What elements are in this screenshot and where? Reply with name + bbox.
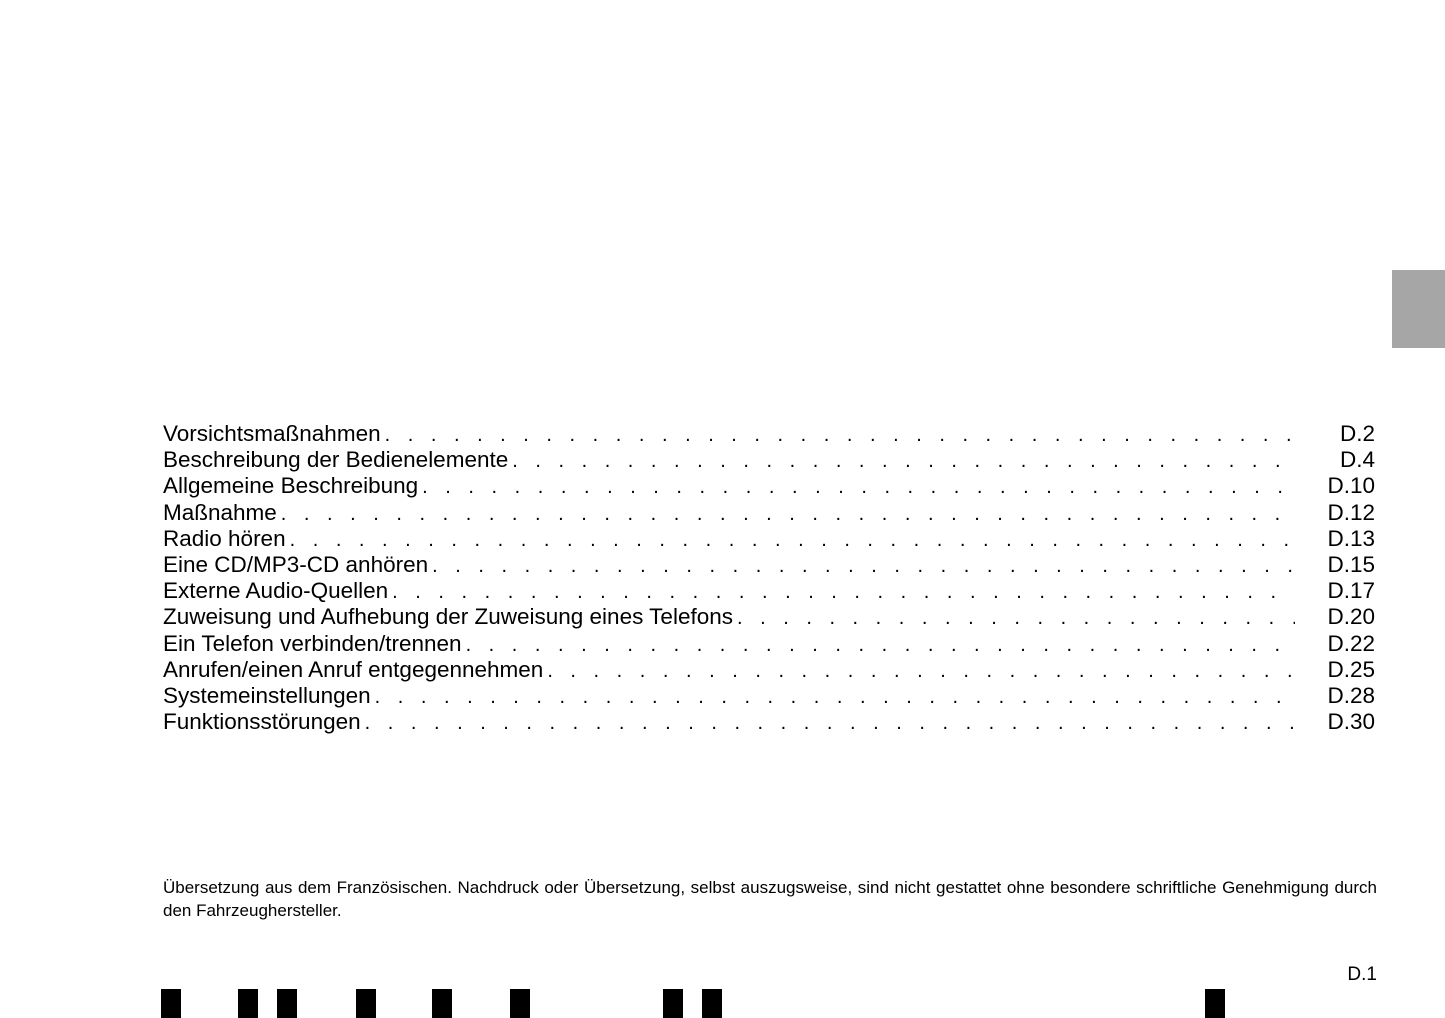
toc-dot-leader — [375, 684, 1295, 710]
toc-entry[interactable] — [163, 604, 1375, 630]
toc-dot-leader — [290, 527, 1295, 553]
print-registration-mark — [663, 989, 683, 1018]
toc-entry-page: D.15 — [1327, 551, 1375, 577]
toc-entry-page: D.28 — [1327, 682, 1375, 708]
toc-entry-title: Eine CD/MP3-CD anhören — [163, 551, 429, 577]
toc-dot-leader — [512, 448, 1295, 474]
copyright-notice: Übersetzung aus dem Französischen. Nachdruck oder Übersetzung, selbst auszugsweise, sind nicht gestattet ohne besondere schriftliche Genehmigung durch den Fahrzeughersteller. — [163, 878, 1377, 920]
toc-dot-leader — [392, 579, 1295, 605]
toc-dot-leader — [547, 658, 1295, 684]
toc-dot-leader — [385, 422, 1295, 448]
print-registration-mark — [161, 989, 181, 1018]
print-registration-mark — [1205, 989, 1225, 1018]
toc-dot-leader — [281, 501, 1295, 527]
toc-entry[interactable] — [163, 683, 1375, 709]
print-registration-mark — [432, 989, 452, 1018]
toc-entry-page: D.2 — [1339, 421, 1375, 446]
print-registration-mark — [702, 989, 722, 1018]
section-tab-marker — [1392, 270, 1445, 348]
toc-entry-page: D.13 — [1327, 525, 1375, 551]
toc-entry-page: D.25 — [1327, 656, 1375, 682]
toc-entry[interactable] — [163, 500, 1375, 526]
toc-entry[interactable] — [163, 709, 1375, 735]
toc-dot-leader — [365, 710, 1295, 736]
toc-entry-title: Maßnahme — [163, 499, 277, 525]
toc-entry-page: D.12 — [1327, 499, 1375, 525]
toc-entry-title: Zuweisung und Aufhebung der Zuweisung eines Telefons — [163, 604, 733, 630]
toc-entry-page: D.10 — [1327, 473, 1375, 499]
toc-entry-page: D.20 — [1327, 604, 1375, 630]
toc-entry-title: Externe Audio-Quellen — [163, 578, 389, 604]
print-registration-mark — [510, 989, 530, 1018]
toc-dot-leader — [737, 605, 1295, 631]
print-registration-mark — [356, 989, 376, 1018]
toc-entry-title: Vorsichtsmaßnahmen — [163, 421, 381, 446]
toc-entry-title: Anrufen/einen Anruf entgegennehmen — [163, 656, 544, 682]
toc-entry-page: D.4 — [1339, 447, 1375, 473]
toc-entry[interactable] — [163, 421, 1375, 447]
toc-entry-page: D.30 — [1327, 709, 1375, 735]
print-registration-mark — [238, 989, 258, 1018]
toc-entry-title: Ein Telefon verbinden/trennen — [163, 630, 462, 656]
toc-entry[interactable] — [163, 631, 1375, 657]
toc-entry[interactable] — [163, 447, 1375, 473]
toc-entry-page: D.17 — [1327, 578, 1375, 604]
toc-entry[interactable] — [163, 552, 1375, 578]
toc-entry[interactable] — [163, 526, 1375, 552]
toc-entry-title: Funktionsstörungen — [163, 709, 361, 735]
print-registration-mark — [277, 989, 297, 1018]
toc-entry[interactable] — [163, 578, 1375, 604]
toc-entry-page: D.22 — [1327, 630, 1375, 656]
toc-entry[interactable] — [163, 657, 1375, 683]
toc-entry-title: Allgemeine Beschreibung — [163, 473, 419, 499]
toc-entry-title: Beschreibung der Bedienelemente — [163, 447, 509, 473]
toc-entry[interactable] — [163, 473, 1375, 499]
toc-dot-leader — [422, 474, 1295, 500]
toc-dot-leader — [466, 632, 1295, 658]
toc-entry-title: Radio hören — [163, 525, 286, 551]
table-of-contents — [163, 421, 1375, 735]
page-number: D.1 — [1347, 964, 1377, 985]
toc-entry-title: Systemeinstellungen — [163, 682, 371, 708]
toc-dot-leader — [432, 553, 1295, 579]
